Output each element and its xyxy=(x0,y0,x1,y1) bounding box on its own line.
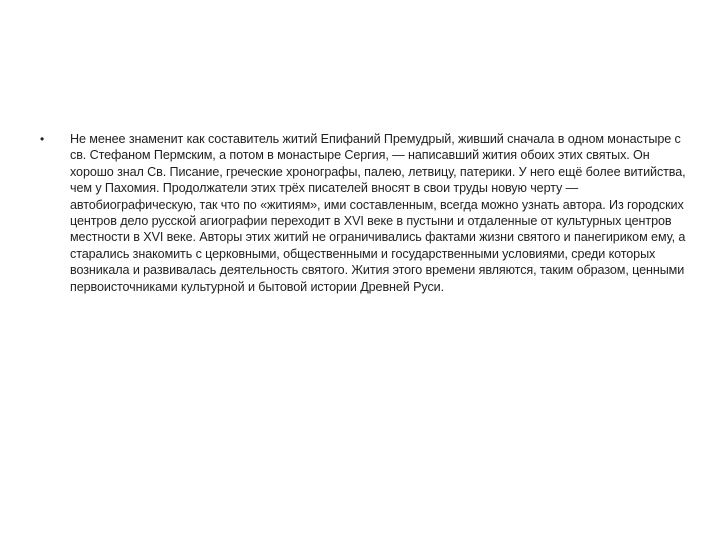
bullet-item xyxy=(40,131,690,295)
bullet-icon: • xyxy=(40,132,45,146)
bullet-paragraph: Не менее знаменит как составитель житий Епифаний Премудрый, живший сначала в одном монастыре с св. Стефаном Пермским, а потом в монастыре Сергия, — написавший жития обоих этих святых. Он хорошо знал Св. Писание, греческие хронографы, палею, летвицу, патерики. У него ещё более витийства, чем у Пахомия. Продолжатели этих трёх писателей вносят в свои труды новую черту — автобиографическую, так что по «житиям», ими составленным, всегда можно узнать автора. Из городских центров дело русской агиографии переходит в XVI веке в пустыни и отдаленные от культурных центров местности в XVI веке. Авторы этих житий не ограничивались фактами жизни святого и панегириком ему, а старались знакомить с церковными, общественными и государственными условиями, среди которых возникала и развивалась деятельность святого. Жития этого времени являются, таким образом, ценными первоисточниками культурной и бытовой истории Древней Руси. xyxy=(70,132,686,294)
